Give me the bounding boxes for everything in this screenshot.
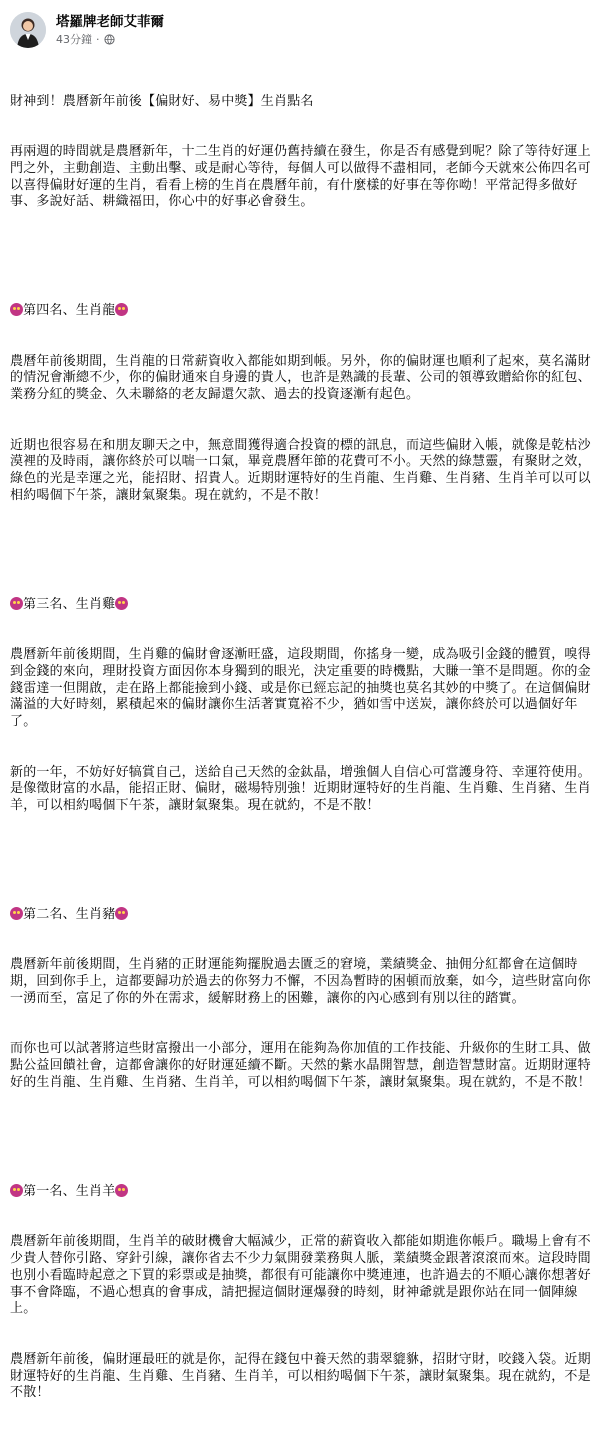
- goat-paragraph-1: 農曆新年前後期間，生肖羊的破財機會大幅減少，正常的薪資收入都能如期進你帳戶。職場上會有不少貴人替你引路、穿針引線，讓你省去不少力氣開發業務與人脈，業績獎金跟著滾滾而來。這段時間也別小看臨時起意之下買的彩票或是抽獎，都很有可能讓你中獎連連，也許過去的不順心讓你想著好事不會降臨，不過心想真的會事成，請把握這個財運爆發的時刻，財神爺就是跟你站在同一個陣線上。: [10, 1234, 591, 1317]
- section-title-rooster: [10, 597, 602, 614]
- section-title-goat: [10, 1184, 602, 1201]
- post-subline: [56, 32, 164, 47]
- post-time[interactable]: 43分鐘: [56, 32, 92, 46]
- smiling-devil-icon: [10, 303, 23, 316]
- author-name[interactable]: 塔羅牌老師艾菲爾: [56, 13, 164, 30]
- paragraph-gap: [10, 262, 602, 270]
- smiling-devil-icon: [115, 597, 128, 610]
- section-title-dragon: [10, 303, 602, 320]
- smiling-devil-icon: [10, 1184, 23, 1197]
- pig-paragraph-1: 農曆新年前後期間，生肖豬的正財運能夠擺脫過去匱乏的窘境，業績獎金、抽佣分紅都會在這個時期，回到你手上，這都要歸功於過去的你努力不懈，不因為暫時的困頓而放棄，如今，這些財富向你一湧而至，富足了你的外在需求，緩解財務上的困難，讓你的內心感到有別以往的踏實。: [10, 957, 591, 1007]
- profile-avatar-icon: [10, 12, 46, 48]
- smiling-devil-icon: [115, 303, 128, 316]
- post-intro: 再兩週的時間就是農曆新年，十二生肖的好運仍舊持續在發生，你是否有感覺到呢？除了等待好運上門之外，主動創造、主動出擊、或是耐心等待，每個人可以做得不盡相同，老師今天就來公佈四名可以喜得偏財好運的生肖，看看上榜的生肖在農曆年前，有什麼樣的好事在等你呦！平常記得多做好事、多說好話、耕織福田，你心中的好事必會發生。: [10, 143, 591, 210]
- rooster-paragraph-1: 農曆新年前後期間，生肖雞的偏財會逐漸旺盛，這段期間，你搖身一變，成為吸引金錢的體質，嗅得到金錢的來向，理財投資方面因你本身獨到的眼光，決定重要的時機點，大賺一筆不是問題。你的金錢雷達一但開啟，走在路上都能撿到小錢、或是你已經忘記的抽獎也莫名其妙的中獎了。在這個偏財滿溢的大好時刻，累積起來的偏財讓你生活著實寬裕不少，猶如雪中送炭，讓你終於可以過個好年了。: [10, 647, 591, 730]
- post-header: [10, 10, 602, 50]
- paragraph-gap: [10, 1142, 602, 1150]
- goat-paragraph-2: 農曆新年前後，偏財運最旺的就是你，記得在錢包中養天然的翡翠貔貅，招財守財，咬錢入袋。近期財運特好的生肖龍、生肖雞、生肖豬、生肖羊，可以相約喝個下午茶，讓財氣聚集。現在就約，不是不散！: [10, 1351, 591, 1401]
- smiling-devil-icon: [115, 907, 128, 920]
- section-title-text: 第三名、生肖雞: [23, 596, 116, 612]
- paragraph-gap: [10, 555, 602, 563]
- smiling-devil-icon: [115, 1184, 128, 1197]
- section-title-text: 第二名、生肖豬: [23, 907, 116, 923]
- smiling-devil-icon: [10, 907, 23, 920]
- section-title-text: 第一名、生肖羊: [23, 1183, 116, 1199]
- post-body: [10, 60, 602, 1436]
- meta-separator: ·: [96, 32, 100, 46]
- post-meta: [56, 14, 164, 47]
- avatar[interactable]: [10, 12, 46, 48]
- pig-paragraph-2: 而你也可以試著將這些財富撥出一小部分，運用在能夠為你加值的工作技能、升級你的生財工具、做點公益回饋社會，這都會讓你的好財運延續不斷。天然的紫水晶開智慧，創造智慧財富。近期財運特好的生肖龍、生肖雞、生肖豬、生肖羊，可以相約喝個下午茶，讓財氣聚集。現在就約，不是不散！: [10, 1041, 591, 1091]
- dragon-paragraph-1: 農曆年前後期間，生肖龍的日常薪資收入都能如期到帳。另外，你的偏財運也順利了起來，莫名滿財的情況會漸總不少，你的偏財通來自身邊的貴人，也許是熟識的長輩、公司的領導致贈給你的紅包、業務分紅的獎金、久未聯絡的老友歸還欠款、過去的投資逐漸有起色。: [10, 353, 591, 403]
- globe-icon: [104, 34, 115, 45]
- rooster-paragraph-2: 新的一年，不妨好好犒賞自己，送給自己天然的金鈦晶，增強個人自信心可當護身符、幸運符使用。是像徵財富的水晶，能招正財、偏財，磁場特別強！近期財運特好的生肖龍、生肖雞、生肖豬、生肖羊，可以相約喝個下午茶，讓財氣聚集。現在就約，不是不散！: [10, 764, 591, 814]
- dragon-paragraph-2: 近期也很容易在和朋友聊天之中，無意間獲得適合投資的標的訊息，而這些偏財入帳，就像是乾枯沙漠裡的及時雨，讓你終於可以喘一口氣，畢竟農曆年節的花費可不小。天然的綠慧靈，有聚財之效，綠色的光是幸運之光，能招財、招貴人。近期財運特好的生肖龍、生肖雞、生肖豬、生肖羊可以可以相約喝個下午茶，讓財氣聚集。現在就約，不是不散！: [10, 437, 591, 503]
- smiling-devil-icon: [10, 597, 23, 610]
- section-title-text: 第四名、生肖龍: [23, 303, 116, 319]
- paragraph-gap: [10, 865, 602, 873]
- section-title-pig: [10, 907, 602, 924]
- post-headline: 財神到！農曆新年前後【偏財好、易中獎】生肖點名: [10, 93, 314, 109]
